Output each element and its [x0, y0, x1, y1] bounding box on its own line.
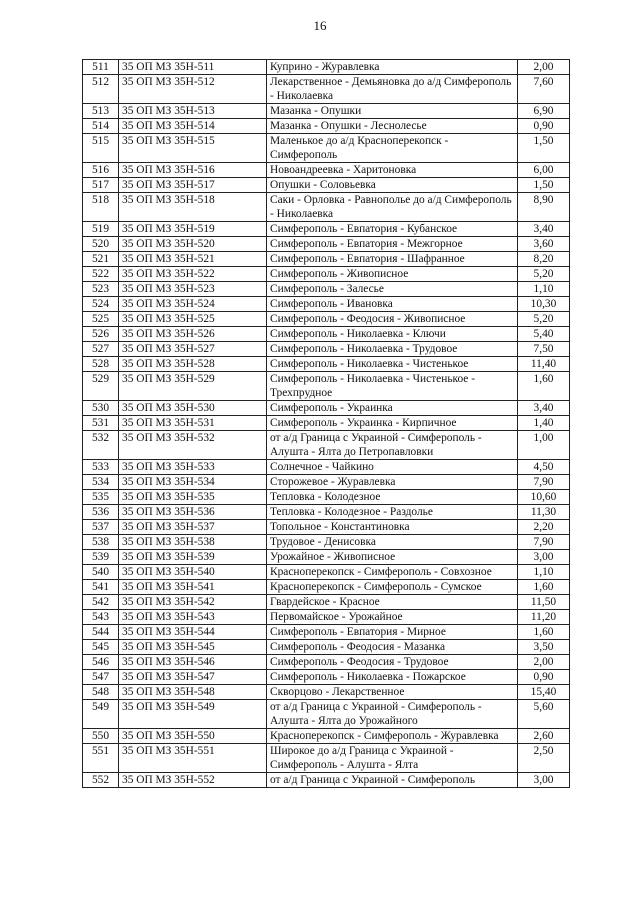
- table-row: [83, 595, 570, 610]
- road-code: 35 ОП МЗ 35Н-551: [119, 744, 267, 773]
- table-row: [83, 282, 570, 297]
- row-number: 512: [83, 75, 119, 104]
- row-number: 521: [83, 252, 119, 267]
- road-length: 7,90: [518, 475, 570, 490]
- row-number: 537: [83, 520, 119, 535]
- row-number: 519: [83, 222, 119, 237]
- table-row: [83, 342, 570, 357]
- table-row: [83, 460, 570, 475]
- road-length: 1,00: [518, 431, 570, 460]
- road-code: 35 ОП МЗ 35Н-514: [119, 119, 267, 134]
- road-length: 3,50: [518, 640, 570, 655]
- table-row: [83, 773, 570, 788]
- row-number: 532: [83, 431, 119, 460]
- row-number: 528: [83, 357, 119, 372]
- row-number: 540: [83, 565, 119, 580]
- road-code: 35 ОП МЗ 35Н-540: [119, 565, 267, 580]
- road-name: от а/д Граница с Украиной - Симферополь - Алушта - Ялта до Петропавловки: [267, 431, 518, 460]
- road-code: 35 ОП МЗ 35Н-542: [119, 595, 267, 610]
- table-row: [83, 505, 570, 520]
- road-length: 1,60: [518, 372, 570, 401]
- road-length: 3,00: [518, 773, 570, 788]
- road-length: 1,60: [518, 625, 570, 640]
- road-name: Симферополь - Феодосия - Живописное: [267, 312, 518, 327]
- road-code: 35 ОП МЗ 35Н-513: [119, 104, 267, 119]
- row-number: 517: [83, 178, 119, 193]
- road-length: 4,50: [518, 460, 570, 475]
- table-row: [83, 655, 570, 670]
- road-name: Симферополь - Феодосия - Трудовое: [267, 655, 518, 670]
- road-length: 5,40: [518, 327, 570, 342]
- road-code: 35 ОП МЗ 35Н-543: [119, 610, 267, 625]
- road-name: Симферополь - Евпатория - Мирное: [267, 625, 518, 640]
- road-length: 1,60: [518, 580, 570, 595]
- road-code: 35 ОП МЗ 35Н-524: [119, 297, 267, 312]
- table-row: [83, 357, 570, 372]
- road-name: от а/д Граница с Украиной - Симферополь - Алушта - Ялта до Урожайного: [267, 700, 518, 729]
- road-name: Симферополь - Николаевка - Чистенькое: [267, 357, 518, 372]
- table-row: [83, 625, 570, 640]
- road-name: Лекарственное - Демьяновка до а/д Симферополь - Николаевка: [267, 75, 518, 104]
- road-name: Маленькое до а/д Красноперекопск - Симферополь: [267, 134, 518, 163]
- table-row: [83, 119, 570, 134]
- table-row: [83, 670, 570, 685]
- table-row: [83, 475, 570, 490]
- road-code: 35 ОП МЗ 35Н-550: [119, 729, 267, 744]
- table-row: [83, 267, 570, 282]
- road-length: 11,20: [518, 610, 570, 625]
- road-code: 35 ОП МЗ 35Н-535: [119, 490, 267, 505]
- road-code: 35 ОП МЗ 35Н-531: [119, 416, 267, 431]
- road-name: Красноперекопск - Симферополь - Журавлевка: [267, 729, 518, 744]
- road-name: Симферополь - Николаевка - Чистенькое - Трехпрудное: [267, 372, 518, 401]
- row-number: 526: [83, 327, 119, 342]
- row-number: 547: [83, 670, 119, 685]
- table-row: [83, 580, 570, 595]
- road-code: 35 ОП МЗ 35Н-530: [119, 401, 267, 416]
- table-row: [83, 565, 570, 580]
- table-row: [83, 700, 570, 729]
- row-number: 518: [83, 193, 119, 222]
- row-number: 520: [83, 237, 119, 252]
- road-name: Тепловка - Колодезное - Раздолье: [267, 505, 518, 520]
- table-row: [83, 193, 570, 222]
- road-length: 3,40: [518, 401, 570, 416]
- road-length: 10,30: [518, 297, 570, 312]
- road-length: 1,50: [518, 134, 570, 163]
- table-row: [83, 104, 570, 119]
- road-length: 0,90: [518, 119, 570, 134]
- row-number: 516: [83, 163, 119, 178]
- road-code: 35 ОП МЗ 35Н-528: [119, 357, 267, 372]
- table-row: [83, 60, 570, 75]
- road-name: Симферополь - Ивановка: [267, 297, 518, 312]
- table-row: [83, 252, 570, 267]
- row-number: 522: [83, 267, 119, 282]
- road-name: Симферополь - Украинка - Кирпичное: [267, 416, 518, 431]
- road-name: Новоандреевка - Харитоновка: [267, 163, 518, 178]
- road-length: 2,20: [518, 520, 570, 535]
- row-number: 548: [83, 685, 119, 700]
- row-number: 546: [83, 655, 119, 670]
- page-number: 16: [313, 18, 327, 33]
- table-row: [83, 685, 570, 700]
- road-length: 2,00: [518, 60, 570, 75]
- road-code: 35 ОП МЗ 35Н-519: [119, 222, 267, 237]
- road-length: 3,00: [518, 550, 570, 565]
- road-name: Широкое до а/д Граница с Украиной - Симферополь - Алушта - Ялта: [267, 744, 518, 773]
- road-code: 35 ОП МЗ 35Н-518: [119, 193, 267, 222]
- road-name: Урожайное - Живописное: [267, 550, 518, 565]
- road-length: 2,50: [518, 744, 570, 773]
- table-row: [83, 431, 570, 460]
- road-name: Топольное - Константиновка: [267, 520, 518, 535]
- road-name: Симферополь - Николаевка - Ключи: [267, 327, 518, 342]
- road-code: 35 ОП МЗ 35Н-522: [119, 267, 267, 282]
- road-length: 7,90: [518, 535, 570, 550]
- row-number: 535: [83, 490, 119, 505]
- row-number: 527: [83, 342, 119, 357]
- road-length: 3,60: [518, 237, 570, 252]
- row-number: 552: [83, 773, 119, 788]
- road-length: 6,90: [518, 104, 570, 119]
- road-length: 0,90: [518, 670, 570, 685]
- row-number: 515: [83, 134, 119, 163]
- road-name: Симферополь - Живописное: [267, 267, 518, 282]
- row-number: 529: [83, 372, 119, 401]
- road-code: 35 ОП МЗ 35Н-515: [119, 134, 267, 163]
- table-row: [83, 297, 570, 312]
- road-name: Скворцово - Лекарственное: [267, 685, 518, 700]
- road-length: 11,50: [518, 595, 570, 610]
- road-name: Красноперекопск - Симферополь - Сумское: [267, 580, 518, 595]
- road-name: Саки - Орловка - Равнополье до а/д Симферополь - Николаевка: [267, 193, 518, 222]
- road-length: 7,60: [518, 75, 570, 104]
- row-number: 551: [83, 744, 119, 773]
- road-code: 35 ОП МЗ 35Н-541: [119, 580, 267, 595]
- road-length: 11,30: [518, 505, 570, 520]
- row-number: 511: [83, 60, 119, 75]
- row-number: 534: [83, 475, 119, 490]
- road-name: Симферополь - Феодосия - Мазанка: [267, 640, 518, 655]
- table-row: [83, 520, 570, 535]
- row-number: 539: [83, 550, 119, 565]
- row-number: 514: [83, 119, 119, 134]
- road-length: 11,40: [518, 357, 570, 372]
- table-row: [83, 372, 570, 401]
- road-code: 35 ОП МЗ 35Н-549: [119, 700, 267, 729]
- road-length: 6,00: [518, 163, 570, 178]
- road-code: 35 ОП МЗ 35Н-516: [119, 163, 267, 178]
- road-code: 35 ОП МЗ 35Н-544: [119, 625, 267, 640]
- table-row: [83, 490, 570, 505]
- row-number: 531: [83, 416, 119, 431]
- road-code: 35 ОП МЗ 35Н-523: [119, 282, 267, 297]
- road-code: 35 ОП МЗ 35Н-525: [119, 312, 267, 327]
- roads-table-body: [83, 60, 570, 788]
- road-code: 35 ОП МЗ 35Н-552: [119, 773, 267, 788]
- road-length: 1,50: [518, 178, 570, 193]
- road-name: Мазанка - Опушки: [267, 104, 518, 119]
- row-number: 542: [83, 595, 119, 610]
- road-code: 35 ОП МЗ 35Н-536: [119, 505, 267, 520]
- road-name: Симферополь - Николаевка - Пожарское: [267, 670, 518, 685]
- road-name: Сторожевое - Журавлевка: [267, 475, 518, 490]
- row-number: 530: [83, 401, 119, 416]
- road-name: Красноперекопск - Симферополь - Совхозное: [267, 565, 518, 580]
- road-length: 5,20: [518, 312, 570, 327]
- road-length: 1,10: [518, 565, 570, 580]
- road-name: Симферополь - Евпатория - Шафранное: [267, 252, 518, 267]
- row-number: 523: [83, 282, 119, 297]
- road-name: Гвардейское - Красное: [267, 595, 518, 610]
- road-name: Симферополь - Евпатория - Межгорное: [267, 237, 518, 252]
- road-length: 2,00: [518, 655, 570, 670]
- road-code: 35 ОП МЗ 35Н-537: [119, 520, 267, 535]
- road-name: Мазанка - Опушки - Леснолесье: [267, 119, 518, 134]
- table-row: [83, 416, 570, 431]
- table-row: [83, 222, 570, 237]
- table-row: [83, 75, 570, 104]
- row-number: 544: [83, 625, 119, 640]
- road-length: 5,20: [518, 267, 570, 282]
- road-code: 35 ОП МЗ 35Н-526: [119, 327, 267, 342]
- road-name: Трудовое - Денисовка: [267, 535, 518, 550]
- road-name: Первомайское - Урожайное: [267, 610, 518, 625]
- road-length: 15,40: [518, 685, 570, 700]
- road-code: 35 ОП МЗ 35Н-545: [119, 640, 267, 655]
- road-code: 35 ОП МЗ 35Н-527: [119, 342, 267, 357]
- road-length: 2,60: [518, 729, 570, 744]
- road-length: 5,60: [518, 700, 570, 729]
- table-row: [83, 327, 570, 342]
- table-row: [83, 610, 570, 625]
- road-code: 35 ОП МЗ 35Н-517: [119, 178, 267, 193]
- road-name: Симферополь - Залесье: [267, 282, 518, 297]
- row-number: 545: [83, 640, 119, 655]
- road-code: 35 ОП МЗ 35Н-548: [119, 685, 267, 700]
- road-code: 35 ОП МЗ 35Н-511: [119, 60, 267, 75]
- table-row: [83, 312, 570, 327]
- table-row: [83, 550, 570, 565]
- road-length: 1,40: [518, 416, 570, 431]
- road-code: 35 ОП МЗ 35Н-539: [119, 550, 267, 565]
- road-code: 35 ОП МЗ 35Н-529: [119, 372, 267, 401]
- road-name: Опушки - Соловьевка: [267, 178, 518, 193]
- road-code: 35 ОП МЗ 35Н-546: [119, 655, 267, 670]
- road-length: 10,60: [518, 490, 570, 505]
- road-name: Симферополь - Николаевка - Трудовое: [267, 342, 518, 357]
- road-name: от а/д Граница с Украиной - Симферополь: [267, 773, 518, 788]
- row-number: 525: [83, 312, 119, 327]
- row-number: 543: [83, 610, 119, 625]
- road-code: 35 ОП МЗ 35Н-538: [119, 535, 267, 550]
- road-length: 8,90: [518, 193, 570, 222]
- row-number: 550: [83, 729, 119, 744]
- table-row: [83, 178, 570, 193]
- road-name: Симферополь - Евпатория - Кубанское: [267, 222, 518, 237]
- road-code: 35 ОП МЗ 35Н-547: [119, 670, 267, 685]
- row-number: 541: [83, 580, 119, 595]
- roads-table: [82, 59, 570, 788]
- table-row: [83, 163, 570, 178]
- road-code: 35 ОП МЗ 35Н-512: [119, 75, 267, 104]
- row-number: 524: [83, 297, 119, 312]
- road-code: 35 ОП МЗ 35Н-521: [119, 252, 267, 267]
- road-name: Солнечное - Чайкино: [267, 460, 518, 475]
- row-number: 533: [83, 460, 119, 475]
- table-row: [83, 744, 570, 773]
- row-number: 549: [83, 700, 119, 729]
- table-row: [83, 401, 570, 416]
- road-code: 35 ОП МЗ 35Н-533: [119, 460, 267, 475]
- road-length: 8,20: [518, 252, 570, 267]
- road-code: 35 ОП МЗ 35Н-520: [119, 237, 267, 252]
- row-number: 536: [83, 505, 119, 520]
- table-row: [83, 729, 570, 744]
- table-row: [83, 134, 570, 163]
- road-length: 1,10: [518, 282, 570, 297]
- road-name: Тепловка - Колодезное: [267, 490, 518, 505]
- road-code: 35 ОП МЗ 35Н-534: [119, 475, 267, 490]
- road-length: 3,40: [518, 222, 570, 237]
- table-row: [83, 535, 570, 550]
- road-name: Куприно - Журавлевка: [267, 60, 518, 75]
- road-code: 35 ОП МЗ 35Н-532: [119, 431, 267, 460]
- row-number: 538: [83, 535, 119, 550]
- road-length: 7,50: [518, 342, 570, 357]
- row-number: 513: [83, 104, 119, 119]
- table-row: [83, 640, 570, 655]
- table-row: [83, 237, 570, 252]
- road-name: Симферополь - Украинка: [267, 401, 518, 416]
